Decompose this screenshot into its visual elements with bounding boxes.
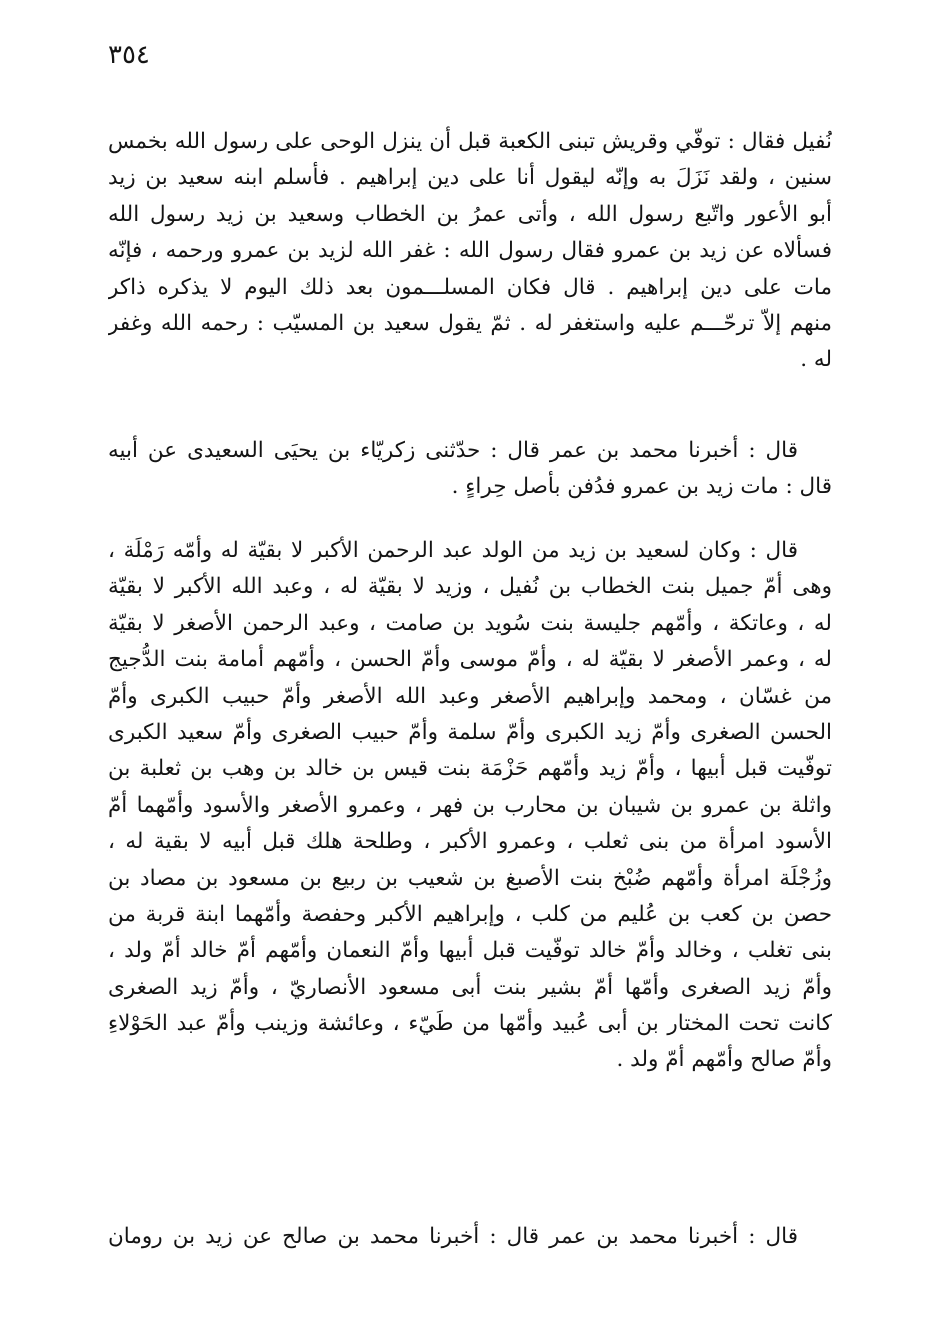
text-line: وأمّ زيد الصغرى وأمّها أمّ بشير بنت أبى مسعود الأنصاريّ ، وأمّ زيد الصغرى (108, 974, 832, 1000)
text-line: كانت تحت المختار بن أبى عُبيد وأمّها من طَيّء ، وعائشة وزينب وأمّ عبد الحَوْلاءِ (108, 1011, 832, 1037)
text-line: وهى أمّ جميل بنت الخطاب بن نُفيل ، وزيد لا بقيّة له ، وعبد الله الأكبر لا بقيّة (108, 574, 832, 600)
paragraph-1 (108, 124, 832, 379)
text-line: الحسن الصغرى وأمّ زيد الكبرى وأمّ سلمة وأمّ حبيب الصغرى وأمّ سعيد الكبرى (108, 719, 832, 745)
text-line: فسألاه عن زيد بن عمرو فقال رسول الله : غفر الله لزيد بن عمرو ورحمه ، فإنّه (108, 238, 832, 264)
text-line: مات على دين إبراهيم . قال فكان المسلـــمون بعد ذلك اليوم لا يذكره ذاكر (108, 274, 832, 300)
text-line: وزُجْلَة امرأة وأمّهم ضُبْخ بنت الأصبغ بن شعيب بن ربيع بن مسعود بن مصاد بن (108, 865, 832, 891)
text-line: توفّيت قبل أبيها ، وأمّ زيد وأمّهم حَزْمَة بنت قيس بن خالد بن وهب بن ثعلبة بن (108, 756, 832, 782)
page-number: ٣٥٤ (108, 40, 150, 70)
text-line: أبو الأعور واتّبع رسول الله ، وأتى عمرُ بن الخطاب وسعيد بن زيد رسول الله (108, 201, 832, 227)
text-line: منهم إلاّ ترحّـــم عليه واستغفر له . ثمّ يقول سعيد بن المسيّب : رحمه الله وغفر (108, 310, 832, 336)
text-line: بنى تغلب ، وخالد وأمّ خالد توفّيت قبل أبيها وأمّ النعمان وأمّهم أمّ خالد أمّ ولد ، (108, 938, 832, 964)
text-line: حصن بن كعب بن عُليم من كلب ، وإبراهيم الأكبر وحفصة وأمّهما ابنة قربة من (108, 901, 832, 927)
text-line: قال : مات زيد بن عمرو فدُفن بأصل حِراءٍ . (451, 474, 832, 500)
text-line: له ، وعمر الأصغر لا بقيّة له ، وأمّ موسى وأمّ الحسن ، وأمّهم أمامة بنت الدُّجيج (108, 647, 832, 673)
text-line: الأسود امرأة من بنى ثعلب ، وعمرو الأكبر ، وطلحة هلك قبل أبيه لا بقية له ، (108, 829, 832, 855)
paragraph-2 (108, 433, 832, 506)
text-line: له ، وعاتكة ، وأمّهم جليسة بنت سُويد بن صامت ، وعبد الرحمن الأصغر لا بقيّة (108, 610, 832, 636)
text-line: سنين ، ولقد نَزَلَ به وإنّه ليقول أنا على دين إبراهيم . فأسلم ابنه سعيد بن زيد (108, 165, 832, 191)
text-line: قال : أخبرنا محمد بن عمر قال : حدّثنى زكريّاء بن يحيَى السعيدى عن أبيه (108, 438, 798, 463)
text-line: واثلة بن عمرو بن شيبان بن محارب بن فهر ، وعمرو الأصغر والأسود وأمّهما أمّ (108, 792, 832, 818)
text-line: قال : أخبرنا محمد بن عمر قال : أخبرنا محمد بن صالح عن زيد بن رومان (108, 1224, 798, 1249)
text-line: نُفيل فقال : توفّي وقريش تبنى الكعبة قبل أن ينزل الوحى على رسول الله بخمس (108, 129, 832, 154)
text-line: وأمّ صالح وأمّهم أمّ ولد . (616, 1047, 832, 1073)
paragraph-4 (108, 1219, 832, 1255)
text-line: قال : وكان لسعيد بن زيد من الولد عبد الرحمن الأكبر لا بقيّة له وأمّه رَمْلَة ، (108, 538, 798, 563)
paragraph-3 (108, 533, 832, 1079)
text-line: من غسّان ، ومحمد وإبراهيم الأصغر وعبد الله الأصغر وأمّ حبيب الكبرى وأمّ (108, 683, 832, 709)
text-line: له . (800, 347, 832, 373)
